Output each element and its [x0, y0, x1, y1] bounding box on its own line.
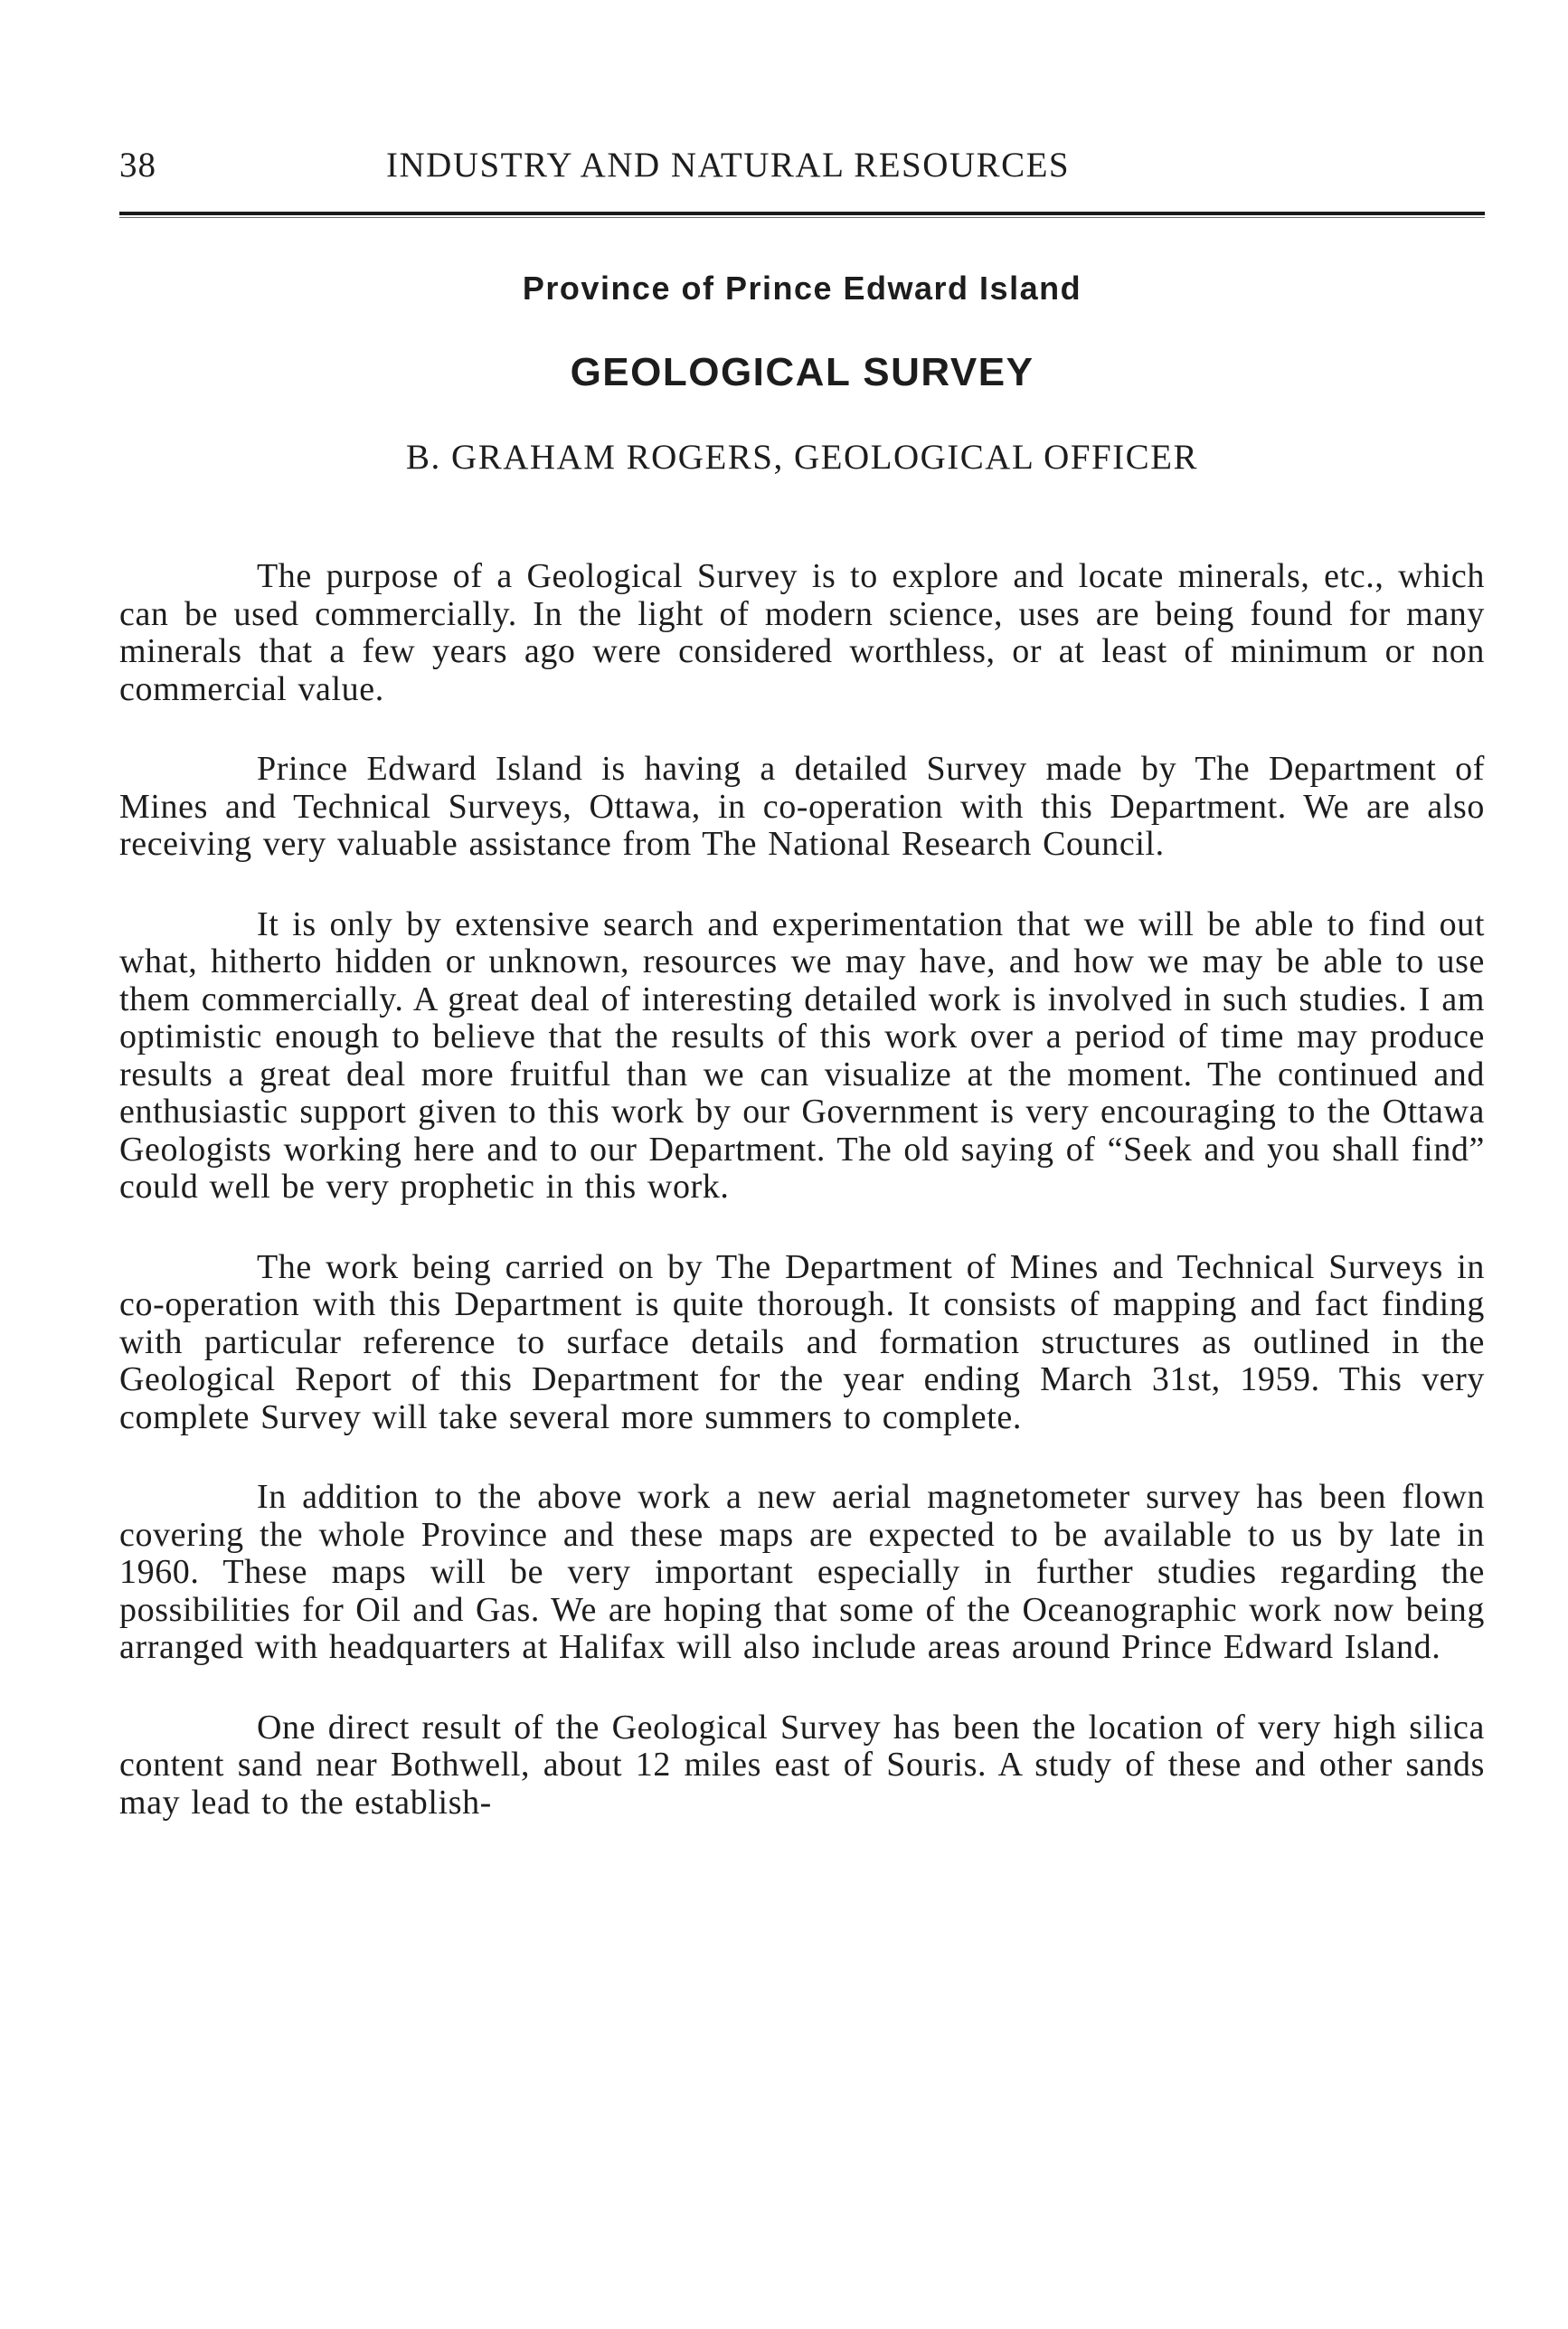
header-rule: [119, 212, 1485, 215]
paragraph-work-carried-on: The work being carried on by The Department of Mines and Technical Surveys in co-operation with this Department is quite thorough. It consists of mapping and fact finding with particular reference to surface details and formation structures as outlined in the Geological Report of this Department for the year ending March 31st, 1959. This very complete Survey will take several more summers to complete.: [119, 1247, 1485, 1436]
paragraph-detailed-survey: Prince Edward Island is having a detailed Survey made by The Department of Mines and Technical Surveys, Ottawa, in co-operation with this Department. We are also receiving very valuable assistance from The National Research Council.: [119, 750, 1485, 863]
paragraph-extensive-search: It is only by extensive search and experimentation that we will be able to find out what, hitherto hidden or unknown, resources we may have, and how we may be able to use them commercially. A great deal of interesting detailed work is involved in such studies. I am optimistic enough to believe that the results of this work over a period of time may produce results a great deal more fruitful than we can visualize at the moment. The continued and enthusiastic support given to this work by our Government is very encouraging to the Ottawa Geologists working here and to our Department. The old saying of “Seek and you shall find” could well be very prophetic in this work.: [119, 904, 1485, 1206]
paragraph-silica-sand: One direct result of the Geological Survey has been the location of very high silica content sand near Bothwell, about 12 miles east of Souris. A study of these and other sands may lead to the establish-: [119, 1708, 1485, 1822]
running-title: INDUSTRY AND NATURAL RESOURCES: [386, 146, 1071, 185]
article-byline: B. GRAHAM ROGERS, GEOLOGICAL OFFICER: [406, 438, 1198, 477]
paragraph-purpose: The purpose of a Geological Survey is to explore and locate minerals, etc., which can be used commercially. In the light of modern science, uses are being found for many minerals that a few years ago were considered worthless, or at least of minimum or non commercial value.: [119, 557, 1485, 708]
running-header: [119, 145, 1485, 195]
province-heading: Province of Prince Edward Island: [522, 270, 1082, 307]
article-body: [119, 558, 1485, 1864]
header-rule-thin: [119, 217, 1485, 218]
page-number: 38: [119, 146, 156, 185]
paragraph-aerial-survey: In addition to the above work a new aerial magnetometer survey has been flown covering the whole Province and these maps are expected to be available to us by late in 1960. These maps will be very important especially in further studies regarding the possibilities for Oil and Gas. We are hoping that some of the Oceanographic work now being arranged with headquarters at Halifax will also include areas around Prince Edward Island.: [119, 1478, 1485, 1666]
article-title: GEOLOGICAL SURVEY: [570, 350, 1034, 394]
